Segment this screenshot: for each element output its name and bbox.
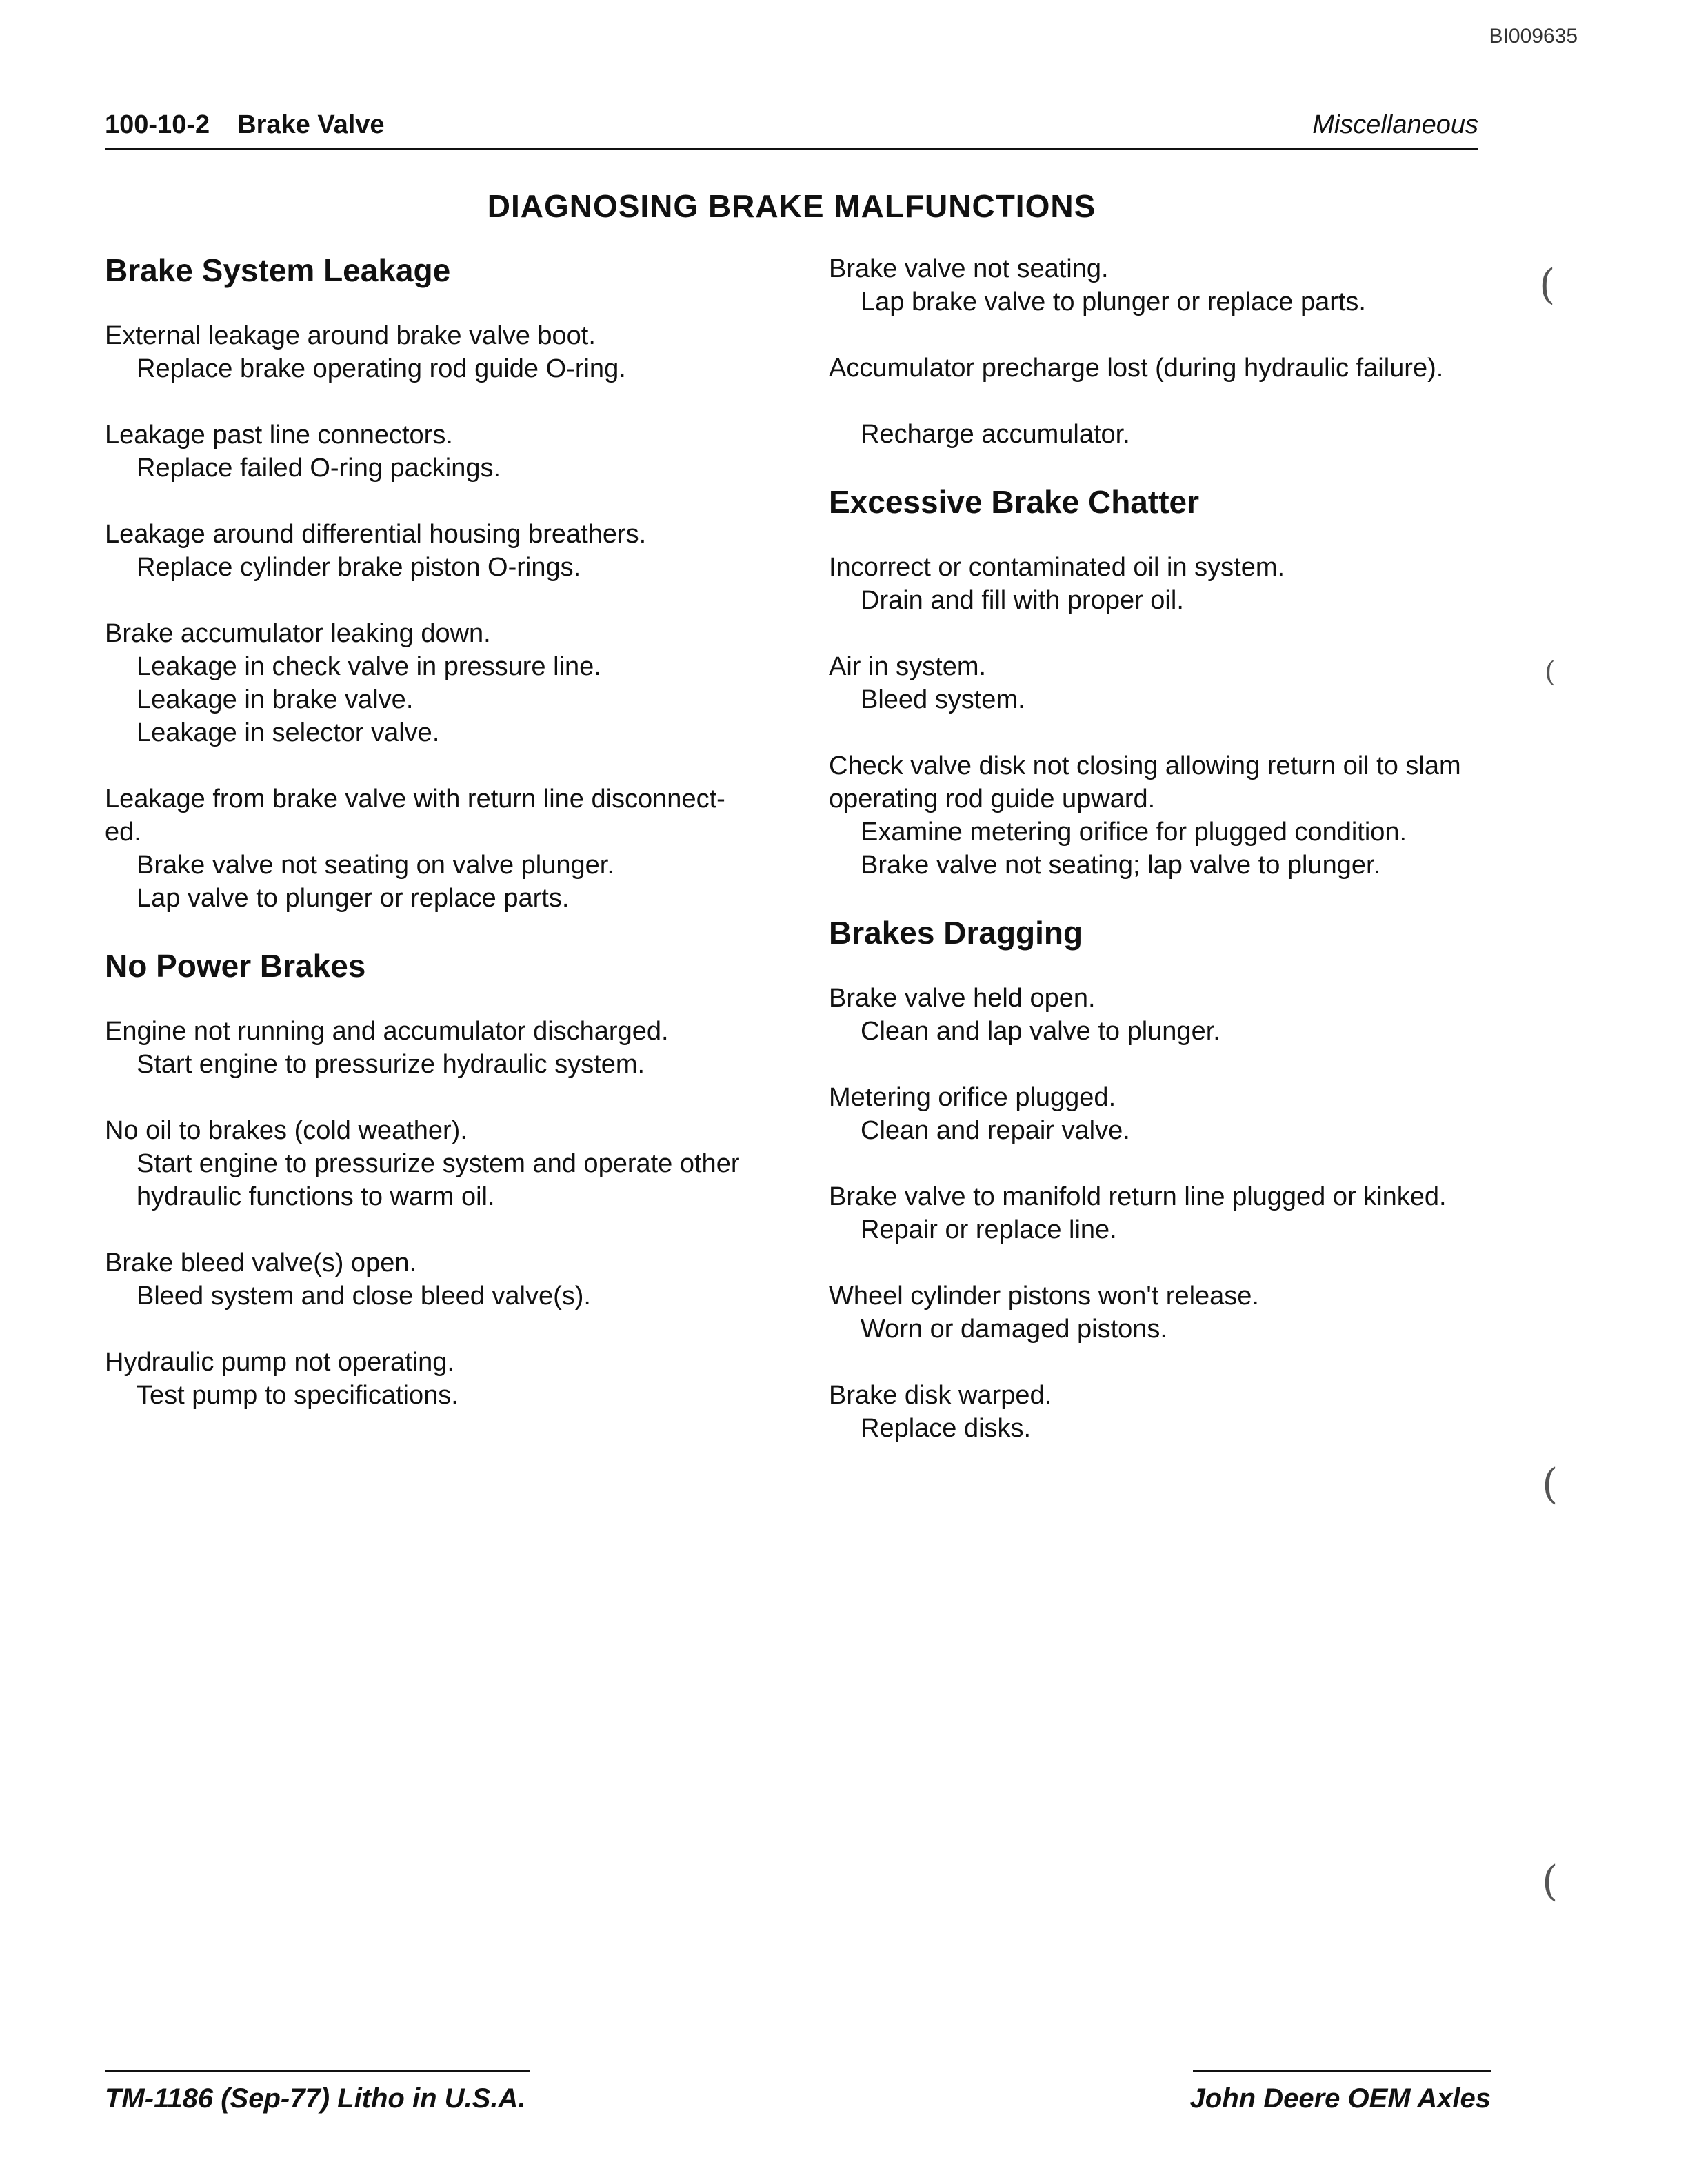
problem-text: Wheel cylinder pistons won't release. [829, 1281, 1259, 1311]
problem-text-continued: ed. [105, 817, 141, 847]
problem-text: Metering orifice plugged. [829, 1082, 1116, 1112]
diagnosis-entry [829, 252, 1518, 318]
header-section-number: 100-10-2 [105, 110, 210, 139]
fix-text: Leakage in selector valve. [137, 718, 440, 747]
diagnosis-entry [829, 982, 1518, 1048]
fix-text: Clean and repair valve. [861, 1115, 1130, 1145]
problem-text: Brake disk warped. [829, 1380, 1052, 1410]
fix-text: Leakage in check valve in pressure line. [137, 651, 601, 681]
header-title: Brake Valve [237, 110, 385, 139]
problem-text: Brake bleed valve(s) open. [105, 1248, 417, 1277]
diagnosis-entry [829, 1081, 1518, 1147]
section-heading-leakage: Brake System Leakage [105, 252, 451, 288]
problem-text: Brake valve to manifold return line plugged or kinked. [829, 1182, 1447, 1211]
fix-text: Replace brake operating rod guide O-ring. [137, 354, 626, 383]
fix-text: Lap valve to plunger or replace parts. [137, 883, 570, 913]
diagnosis-entry [829, 352, 1518, 451]
header-section-title [105, 110, 385, 140]
fix-text: Start engine to pressurize hydraulic system. [137, 1049, 645, 1079]
problem-text: Incorrect or contaminated oil in system. [829, 552, 1285, 582]
footer-product: John Deere OEM Axles [1189, 2083, 1491, 2114]
section-heading-chatter: Excessive Brake Chatter [829, 484, 1199, 520]
diagnosis-entry [105, 1346, 794, 1412]
problem-text: No oil to brakes (cold weather). [105, 1115, 468, 1145]
left-column [105, 252, 794, 1445]
diagnosis-entry [829, 1379, 1518, 1445]
right-column [829, 252, 1518, 1478]
header-category: Miscellaneous [1312, 110, 1478, 139]
section-heading-dragging: Brakes Dragging [829, 914, 1083, 951]
footer-publication: TM-1186 (Sep-77) Litho in U.S.A. [105, 2083, 526, 2114]
fix-text: Leakage in brake valve. [137, 685, 414, 714]
diagnosis-entry [105, 319, 794, 385]
problem-text: Check valve disk not closing allowing return oil to slam [829, 751, 1461, 780]
diagnosis-entry [105, 1246, 794, 1313]
diagnosis-entry [105, 518, 794, 584]
problem-text: External leakage around brake valve boot. [105, 321, 596, 350]
fix-text: Start engine to pressurize system and operate other [137, 1149, 740, 1178]
problem-text: Hydraulic pump not operating. [105, 1347, 454, 1377]
diagnosis-entry [105, 617, 794, 749]
problem-text-continued: operating rod guide upward. [829, 784, 1156, 813]
fix-text: Recharge accumulator. [861, 420, 1130, 449]
problem-text: Brake valve held open. [829, 983, 1096, 1013]
problem-text: Brake valve not seating. [829, 254, 1109, 283]
diagnosis-entry [829, 1280, 1518, 1346]
page-title: DIAGNOSING BRAKE MALFUNCTIONS [487, 188, 1096, 224]
problem-text: Accumulator precharge lost (during hydraulic failure). [829, 354, 1444, 383]
problem-text: Brake accumulator leaking down. [105, 618, 491, 648]
diagnosis-entry [105, 1015, 794, 1081]
fix-text: Bleed system. [861, 685, 1025, 714]
binder-hole-mark: ( [1539, 261, 1556, 309]
problem-text: Engine not running and accumulator discharged. [105, 1016, 669, 1046]
fix-text: Examine metering orifice for plugged condition. [861, 817, 1407, 847]
fix-text: Replace cylinder brake piston O-rings. [137, 552, 581, 582]
binder-hole-mark: ( [1542, 1460, 1558, 1508]
diagnosis-entry [829, 749, 1518, 882]
diagnosis-entry [829, 1180, 1518, 1246]
fix-text: hydraulic functions to warm oil. [137, 1182, 495, 1211]
binder-hole-mark: ( [1542, 1857, 1558, 1905]
fix-text: Replace failed O-ring packings. [137, 453, 501, 483]
footer-rule-left [105, 2070, 530, 2072]
problem-text: Leakage past line connectors. [105, 420, 453, 449]
diagnosis-entry [829, 551, 1518, 617]
diagnosis-entry [829, 650, 1518, 716]
diagnosis-entry [105, 1114, 794, 1213]
fix-text: Worn or damaged pistons. [861, 1314, 1167, 1344]
footer-rule-right [1193, 2070, 1491, 2072]
fix-text: Test pump to specifications. [137, 1380, 459, 1410]
problem-text: Air in system. [829, 651, 987, 681]
section-heading-no-power: No Power Brakes [105, 947, 366, 984]
binder-hole-mark: ( [1545, 656, 1556, 688]
problem-text: Leakage around differential housing breathers. [105, 519, 647, 549]
fix-text: Drain and fill with proper oil. [861, 585, 1184, 615]
fix-text: Repair or replace line. [861, 1215, 1117, 1244]
diagnosis-entry [105, 418, 794, 485]
document-id: BI009635 [1489, 25, 1578, 48]
diagnosis-entry [105, 782, 794, 915]
fix-text: Replace disks. [861, 1413, 1032, 1443]
fix-text: Brake valve not seating on valve plunger. [137, 850, 614, 880]
fix-text: Clean and lap valve to plunger. [861, 1016, 1220, 1046]
fix-text: Lap brake valve to plunger or replace parts. [861, 287, 1366, 316]
problem-text: Leakage from brake valve with return line disconnect- [105, 784, 725, 813]
fix-text: Bleed system and close bleed valve(s). [137, 1281, 591, 1311]
page-header [105, 109, 1478, 150]
fix-text: Brake valve not seating; lap valve to plunger. [861, 850, 1381, 880]
